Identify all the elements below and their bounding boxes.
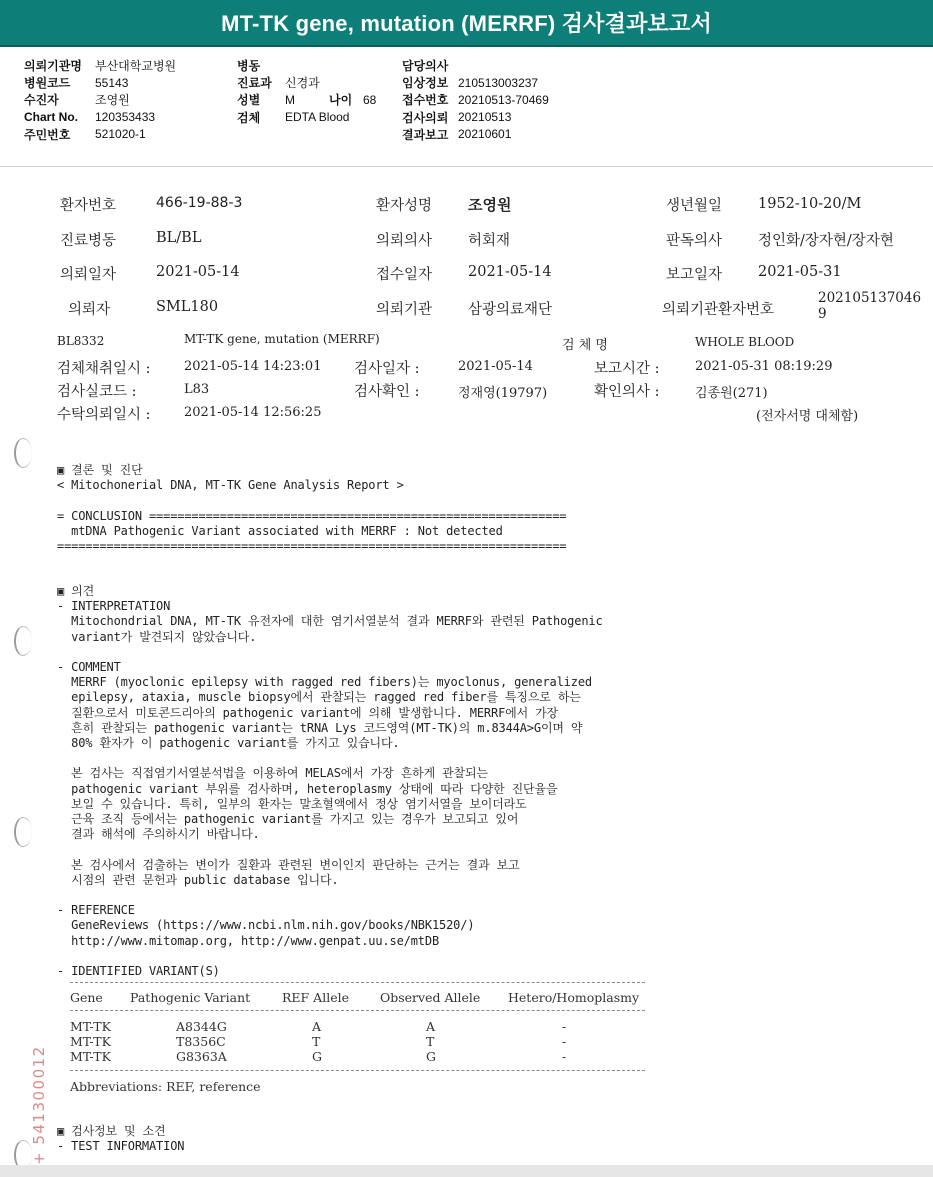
binder-hole [14,438,32,468]
inst-pt-no-label: 의뢰기관환자번호 [662,302,775,318]
test-date-label: 검사일자 : [354,361,420,377]
req-inst-label: 의뢰기관 [376,302,433,318]
outsourced-label: 수탁의뢰일시 : [57,407,151,423]
confirm-label: 검사확인 : [354,384,420,400]
info-label: 주민번호 [24,127,71,142]
table-cell: A [426,1019,436,1034]
table-rule-header [70,1010,645,1011]
table-cell: MT-TK [70,1049,111,1064]
test-code: BL8332 [57,334,105,348]
req-doctor-label: 의뢰의사 [376,233,433,249]
confirm-doctor-label: 확인의사 : [594,384,660,400]
ward-value: BL/BL [156,230,202,246]
table-header: REF Allele [282,990,349,1005]
patient-id: 466-19-88-3 [156,195,243,211]
collect-label: 검체채취일시 : [57,361,151,377]
requester: SML180 [156,299,219,315]
table-cell: G [426,1049,436,1064]
table-cell: - [562,1019,567,1034]
req-date: 2021-05-14 [156,264,240,280]
info-row [24,109,176,126]
info-row [402,74,549,91]
info-label: 수진자 [24,93,59,108]
info-value: 20210513 [458,110,512,125]
table-header: Observed Allele [380,990,481,1005]
report-date: 2021-05-31 [758,264,842,280]
table-header: Pathogenic Variant [130,990,251,1005]
info-row [402,109,549,126]
table-cell: A [312,1019,322,1034]
info-row [237,109,376,126]
recv-date-label: 접수일자 [376,267,433,283]
info-value: 120353433 [95,110,156,125]
age-label: 나이 [329,93,353,108]
table-rule-top [70,982,645,983]
dob-label: 생년월일 [666,198,723,214]
info-label: 결과보고 [402,127,449,142]
info-row [24,57,176,74]
info-label: Chart No. [24,110,78,125]
info-row [237,91,376,108]
table-rule-bottom [70,1070,645,1071]
info-value: EDTA Blood [285,110,350,125]
table-cell: G8363A [176,1049,227,1064]
table-cell: A8344G [176,1019,227,1034]
confirm-doctor: 김종원(271) [695,386,768,401]
specimen: WHOLE BLOOD [695,335,795,349]
info-label: 담당의사 [402,59,449,74]
report-time-label: 보고시간 : [594,361,660,377]
page-bottom-strip [0,1165,933,1177]
info-label: 진료과 [237,76,272,91]
info-row [402,91,549,108]
patient-name: 조영원 [468,196,512,214]
info-value: 210513003237 [458,75,539,90]
collect-time: 2021-05-14 14:23:01 [184,359,322,374]
info-row [24,74,176,91]
info-column-1 [24,57,176,143]
report-date-label: 보고일자 [666,267,723,283]
table-cell: T [312,1034,321,1049]
opinion-section: ▣ 의견 - INTERPRETATION Mitochondrial DNA, MT-TK 유전자에 대한 염기서열분석 결과 MERRF와 관련된 Pathogenic variant가 발견되지 않았습니다. - COMMENT MERRF (myoclonic epilepsy with ragged red fibers)는 myoclonus, generalized epilepsy, ataxia, muscle biopsy에서 관찰되는 ragged red fiber를 특징으로 하는 질환으로서 미토콘드리아의 pathogenic variant에 의해 발생합니다. MERRF에서 가장 흔히 관찰되는 pathogenic variant는 tRNA Lys 코드영역(MT-TK)의 m.8344A>G이며 약 80% 환자가 이 pathogenic variant를 가지고 있습니다. 본 검사는 직접염기서열분석법을 이용하여 MELAS에서 가장 흔하게 관찰되는 pathogenic variant 부위를 검사하며, heteroplasmy 상태에 따라 다양한 진단율을 보일 수 있습니다. 특히, 일부의 환자는 말초혈액에서 정상 염기서열을 보이더라도 근육 조직 등에서는 pathogenic variant를 가지고 있는 경우가 보고되고 있어 결과 해석에 주의하시기 바랍니다. 본 검사에서 검출하는 변이가 질환과 관련된 변이인지 판단하는 근거는 결과 보고 시점의 관련 문헌과 public database 입니다. - REFERENCE GeneReviews (https://www.ncbi.nlm.nih.gov/books/NBK1520/) http://www.mitomap.org, http://www.genpat.uu.se/mtDB - IDENTIFIED VARIANT(S) [57,584,603,979]
inst-pt-no-line2: 9 [818,306,827,322]
info-row [237,74,376,91]
info-value: 20210601 [458,127,512,142]
info-label: 의뢰기관명 [24,59,82,74]
info-value: 부산대학교병원 [95,59,177,74]
read-doctor: 정인화/장자현/장자현 [758,233,894,249]
info-label: 접수번호 [402,93,449,108]
table-cell: MT-TK [70,1019,111,1034]
table-cell: - [562,1034,567,1049]
info-row [237,57,376,74]
info-value: 521020-1 [95,127,146,142]
inst-pt-no-line1: 202105137046 [818,290,922,306]
ward-label: 진료병동 [60,233,117,249]
esign-note: (전자서명 대체함) [756,409,859,424]
info-column-2 [237,57,376,126]
lab-code: L83 [184,382,210,397]
outsourced-time: 2021-05-14 12:56:25 [184,405,322,420]
requester-label: 의뢰자 [68,302,111,318]
binder-hole [14,817,32,847]
req-doctor: 허회재 [468,233,511,249]
table-cell: MT-TK [70,1034,111,1049]
test-info-section: ▣ 검사정보 및 소견 - TEST INFORMATION [57,1124,185,1154]
age-value: 68 [363,92,377,107]
info-label: 검사의뢰 [402,110,449,125]
table-header: Hetero/Homoplasmy [508,990,640,1005]
info-column-3 [402,57,549,143]
info-value: 조영원 [95,93,130,108]
abbreviations: Abbreviations: REF, reference [70,1079,261,1094]
confirm: 정재영(19797) [458,386,548,401]
info-label: 검체 [237,110,261,125]
report-banner [0,0,933,47]
info-label: 성별 [237,93,261,108]
lab-code-label: 검사실코드 : [57,384,137,400]
table-cell: G [312,1049,322,1064]
info-row [402,57,549,74]
report-info-header [0,47,933,167]
info-label: 병동 [237,59,261,74]
info-label: 임상정보 [402,76,449,91]
table-cell: T8356C [176,1034,226,1049]
table-cell: T [426,1034,435,1049]
info-label: 병원코드 [24,76,71,91]
recv-date: 2021-05-14 [468,264,552,280]
info-value: 55143 [95,75,129,90]
req-inst: 삼광의료재단 [468,302,553,318]
dob-value: 1952-10-20/M [758,196,862,212]
test-date: 2021-05-14 [458,359,533,374]
report-time: 2021-05-31 08:19:29 [695,359,833,374]
read-doctor-label: 판독의사 [666,233,723,249]
table-cell: - [562,1049,567,1064]
info-value: 신경과 [285,76,320,91]
info-row [402,126,549,143]
info-row [24,91,176,108]
patient-name-label: 환자성명 [376,198,433,214]
conclusion-section: ▣ 결론 및 진단 < Mitochonerial DNA, MT-TK Gene Analysis Report > = CONCLUSION =========================================================== mtDNA Pathogenic Variant associated with MERRF : Not detected ======================================================================== [57,463,567,554]
info-value: M [285,92,295,107]
table-header: Gene [70,990,103,1005]
specimen-label: 검 체 명 [562,338,608,353]
info-value: 20210513-70469 [458,92,549,107]
side-serial-number: + 541300012 [30,1045,48,1165]
binder-hole [14,626,32,656]
patient-id-label: 환자번호 [60,198,117,214]
report-title: MT-TK gene, mutation (MERRF) 검사결과보고서 [221,11,712,36]
test-name: MT-TK gene, mutation (MERRF) [184,332,380,346]
info-row [24,126,176,143]
req-date-label: 의뢰일자 [60,267,117,283]
